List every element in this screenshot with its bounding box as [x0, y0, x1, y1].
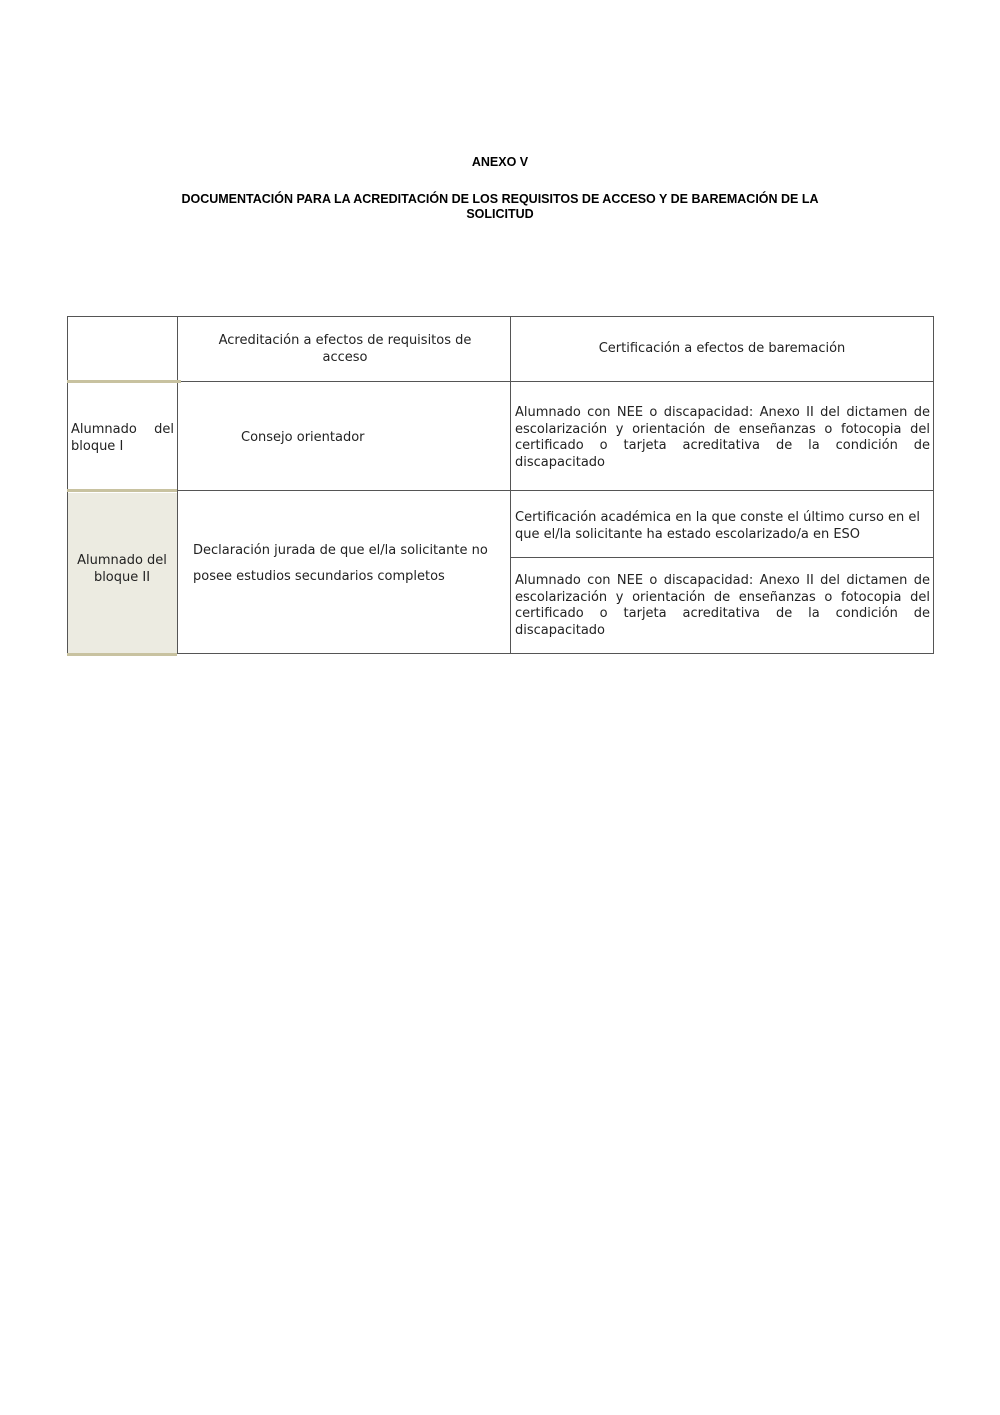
border-accent: [67, 653, 177, 656]
border: [67, 316, 68, 654]
border: [510, 557, 934, 558]
border-accent: [67, 489, 177, 492]
group-bloque-2: Alumnado del bloque II: [77, 553, 167, 585]
border: [933, 316, 934, 654]
access-bloque-2-line2: posee estudios secundarios completos: [193, 569, 445, 584]
header-access: Acreditación a efectos de requisitos de acceso: [218, 333, 472, 365]
certification-bloque-2-academic: Certificación académica en la que conste el último curso en el que el/la solicitante ha estado escolarizado/a en ESO: [515, 510, 921, 542]
border: [177, 316, 178, 654]
document-title-line2: SOLICITUD: [466, 207, 534, 221]
border: [177, 490, 934, 491]
border: [67, 316, 934, 317]
group-bloque-1: Alumnado del bloque I: [71, 422, 174, 454]
border: [177, 381, 934, 382]
access-bloque-2-line1: Declaración jurada de que el/la solicitante no: [193, 543, 488, 558]
certification-bloque-2-nee: Alumnado con NEE o discapacidad: Anexo II del dictamen de escolarización y orientación de enseñanzas o fotocopia del certificado o tarjeta acreditativa de la condición de discapacitado: [515, 573, 930, 638]
border: [177, 653, 934, 654]
annex-label: ANEXO V: [471, 155, 529, 169]
border-accent: [67, 380, 181, 383]
certification-bloque-1: Alumnado con NEE o discapacidad: Anexo II del dictamen de escolarización y orientación de enseñanzas o fotocopia del certificado o tarjeta acreditativa de la condición de discapacitado: [515, 405, 930, 470]
header-certification: Certificación a efectos de baremación: [598, 341, 846, 356]
document-title-line1: DOCUMENTACIÓN PARA LA ACREDITACIÓN DE LOS REQUISITOS DE ACCESO Y DE BAREMACIÓN DE LA: [181, 192, 819, 206]
access-bloque-1: Consejo orientador: [241, 430, 365, 445]
border: [510, 316, 511, 654]
